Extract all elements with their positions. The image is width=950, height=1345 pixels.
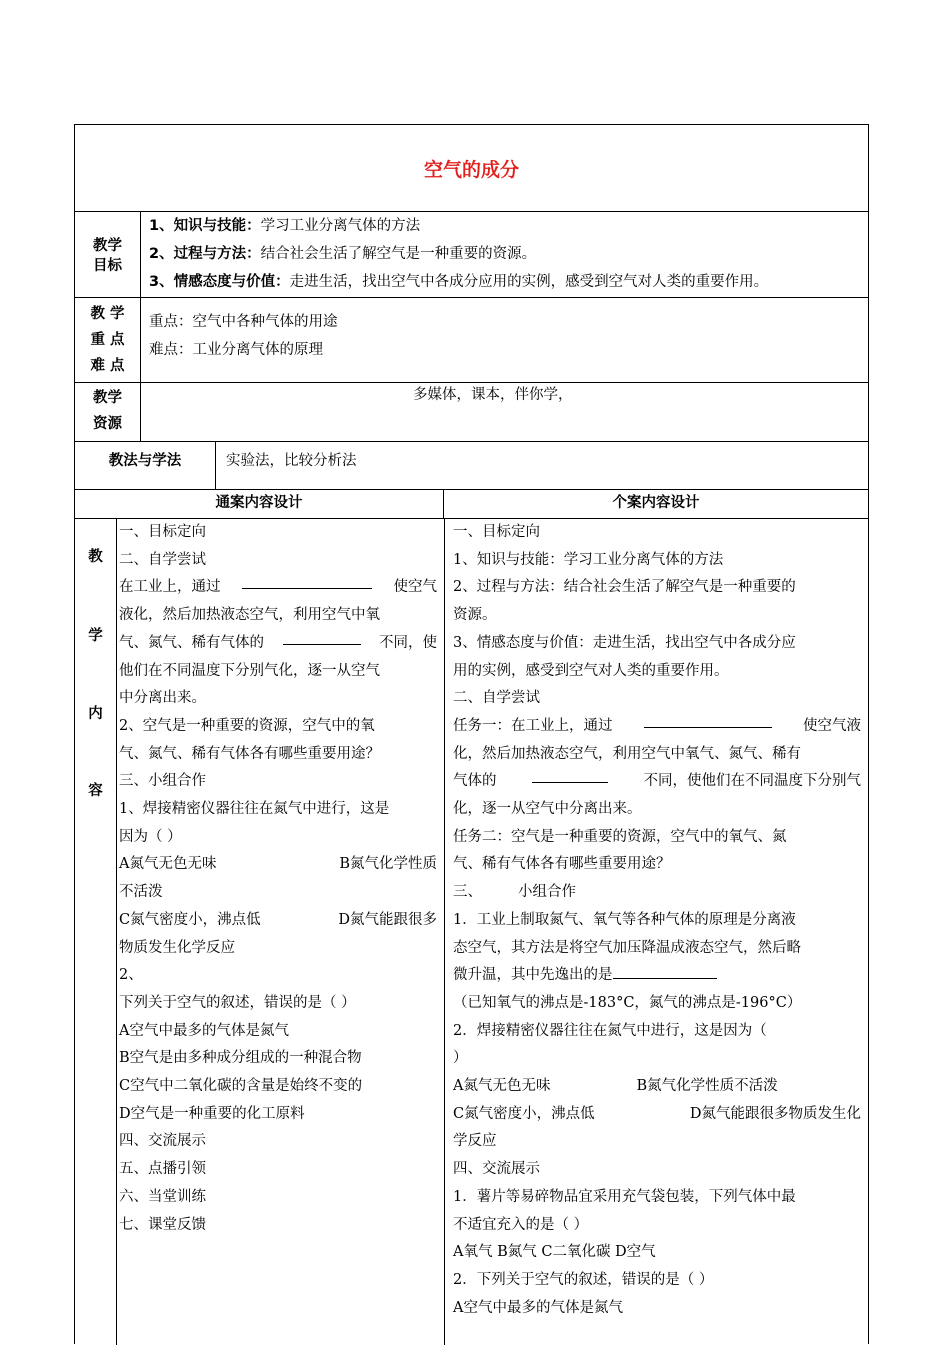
side-label-char: 容: [88, 783, 103, 799]
list-item: 气体的 不同，使他们在不同温度下分别气: [453, 768, 861, 796]
list-item: 三、 小组合作: [453, 884, 576, 901]
right-column: [453, 519, 861, 1322]
lesson-plan-table: [74, 124, 869, 1344]
methods-text: 实验法，比较分析法: [226, 453, 357, 469]
list-item: 2．下列关于空气的叙述，错误的是（ ）: [453, 1271, 714, 1288]
label-line: 难 点: [90, 358, 125, 374]
column-header-row: [75, 490, 868, 519]
list-item: 1、知识与技能：学习工业分离气体的方法: [453, 551, 724, 568]
list-item: 气、氮气、稀有气体的 不同，使: [119, 630, 437, 658]
label-line: 教学: [93, 238, 122, 254]
list-item: 气、氮气、稀有气体各有哪些重要用途？: [119, 745, 380, 762]
list-item: 中分离出来。: [119, 690, 206, 707]
list-item: 1、焊接精密仪器往往在氮气中进行，这是: [119, 801, 390, 818]
fill-blank: [532, 768, 608, 783]
list-item: 3、情感态度与价值：走进生活，找出空气中各成分应: [453, 634, 796, 651]
list-item: 态空气，其方法是将空气加压降温成液态空气，然后略: [453, 939, 801, 956]
list-item: 七、课堂反馈: [119, 1216, 206, 1233]
list-item: 物质发生化学反应: [119, 939, 235, 956]
objectives-row: [75, 212, 868, 298]
list-item: B空气是由多种成分组成的一种混合物: [119, 1050, 362, 1067]
difficult-point: 难点：工业分离气体的原理: [149, 342, 323, 358]
list-item: 不活泼: [119, 884, 163, 901]
label-line: 资源: [93, 416, 122, 432]
list-item: C氮气密度小，沸点低 D氮气能跟很多: [119, 911, 437, 928]
list-item: 在工业上，通过 使空气: [119, 574, 437, 602]
list-item: 二、自学尝试: [119, 551, 206, 568]
list-item: 任务二：空气是一种重要的资源，空气中的氧气、氮: [453, 828, 787, 845]
label-line: 重 点: [90, 332, 125, 348]
right-column-header: 个案内容设计: [612, 495, 700, 511]
list-item: A氮气无色无味 B氮气化学性质: [119, 856, 437, 873]
list-item: 化，然后加热液态空气，利用空气中氧气、氮气、稀有: [453, 745, 801, 762]
objective-item: 1、知识与技能：学习工业分离气体的方法: [149, 218, 421, 234]
list-item: 1．薯片等易碎物品宜采用充气袋包装，下列气体中最: [453, 1188, 796, 1205]
list-item: 一、目标定向: [453, 524, 540, 540]
objective-item: 2、过程与方法：结合社会生活了解空气是一种重要的资源。: [149, 246, 537, 262]
list-item: （已知氧气的沸点是-183°C，氮气的沸点是-196°C）: [453, 994, 802, 1011]
list-item: 2．焊接精密仪器往往在氮气中进行，这是因为（: [453, 1022, 767, 1039]
list-item: D空气是一种重要的化工原料: [119, 1105, 305, 1122]
key-point: 重点：空气中各种气体的用途: [149, 314, 338, 330]
side-label-char: 内: [88, 706, 103, 722]
resources-label: [75, 383, 141, 441]
content-body: [75, 519, 868, 1345]
list-item: 因为（ ）: [119, 828, 182, 845]
fill-blank: [242, 574, 372, 589]
key-points-row: [75, 298, 868, 383]
side-label-char: 教: [88, 549, 103, 565]
list-item: A氧气 B氮气 C二氧化碳 D空气: [453, 1244, 656, 1261]
list-item: 用的实例，感受到空气对人类的重要作用。: [453, 662, 729, 679]
label-line: 教学: [93, 390, 122, 406]
list-item: A空气中最多的气体是氮气: [453, 1299, 623, 1316]
objective-item: 3、情感态度与价值：走进生活，找出空气中各成分应用的实例，感受到空气对人类的重要作用。: [149, 274, 769, 290]
divider: [116, 519, 117, 1345]
key-points-label: [75, 298, 141, 382]
list-item: 他们在不同温度下分别气化，逐一从空气: [119, 662, 380, 679]
left-column-header: 通案内容设计: [75, 490, 444, 519]
list-item: C氮气密度小，沸点低 D氮气能跟很多物质发生化: [453, 1105, 861, 1122]
left-column: [119, 519, 437, 1239]
methods-row: [75, 442, 868, 490]
list-item: 不适宜充入的是（ ）: [453, 1216, 589, 1233]
list-item: C空气中二氧化碳的含量是始终不变的: [119, 1078, 363, 1095]
list-item: 四、交流展示: [453, 1161, 540, 1178]
list-item: 化，逐一从空气中分离出来。: [453, 801, 642, 818]
list-item: 2、: [119, 967, 143, 984]
list-item: 任务一：在工业上，通过 使空气液: [453, 713, 861, 741]
list-item: A空气中最多的气体是氮气: [119, 1022, 289, 1039]
list-item: 三、小组合作: [119, 773, 206, 790]
list-item: A氮气无色无味 B氮气化学性质不活泼: [453, 1078, 778, 1095]
label-line: 教 学: [90, 306, 125, 322]
list-item: 四、交流展示: [119, 1133, 206, 1150]
list-item: 2、过程与方法：结合社会生活了解空气是一种重要的: [453, 579, 796, 596]
list-item: 五、点播引领: [119, 1161, 206, 1178]
label-line: 目标: [93, 258, 122, 274]
list-item: 2、空气是一种重要的资源，空气中的氧: [119, 717, 375, 734]
resources-text: 多媒体，课本，伴你学，: [413, 387, 573, 403]
list-item: ）: [453, 1050, 468, 1067]
objectives-content: [149, 212, 862, 296]
divider: [444, 519, 445, 1345]
objectives-label: [75, 212, 141, 297]
list-item: 下列关于空气的叙述，错误的是（ ）: [119, 994, 356, 1011]
list-item: 液化，然后加热液态空气，利用空气中氧: [119, 607, 380, 624]
page-title: 空气的成分: [423, 159, 519, 181]
list-item: 资源。: [453, 607, 497, 624]
list-item: 气、稀有气体各有哪些重要用途？: [453, 856, 671, 873]
list-item: 微升温，其中先逸出的是: [453, 962, 861, 990]
list-item: 一、目标定向: [119, 524, 206, 540]
side-label-char: 学: [88, 628, 103, 644]
fill-blank: [283, 630, 361, 645]
resources-row: [75, 383, 868, 442]
list-item: 学反应: [453, 1133, 497, 1150]
list-item: 六、当堂训练: [119, 1188, 206, 1205]
fill-blank: [644, 713, 772, 728]
list-item: 二、自学尝试: [453, 690, 540, 707]
title-row: [75, 125, 868, 212]
list-item: 1．工业上制取氮气、氧气等各种气体的原理是分离液: [453, 911, 796, 928]
key-points-content: [149, 308, 862, 364]
methods-label: 教法与学法: [75, 442, 216, 489]
fill-blank: [613, 964, 717, 979]
